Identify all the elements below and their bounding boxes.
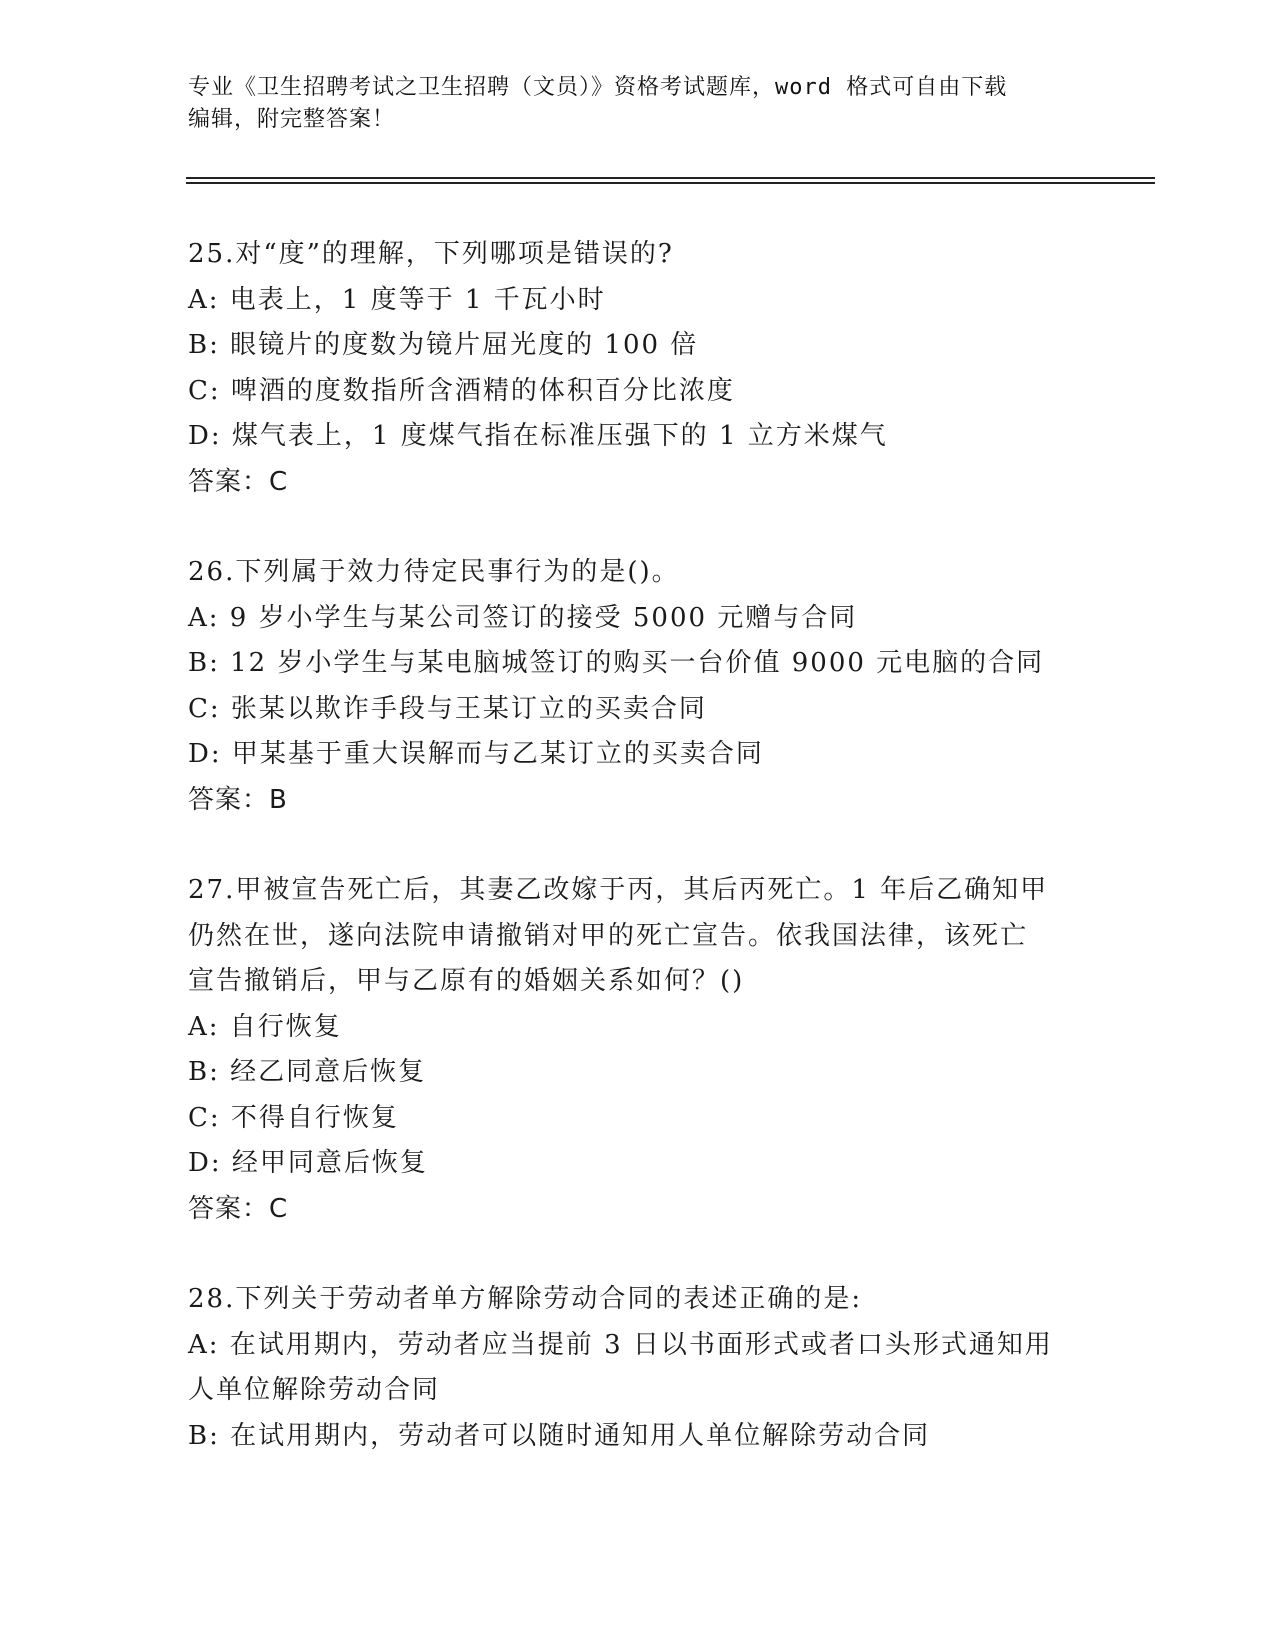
question-stem: 25.对“度”的理解，下列哪项是错误的? bbox=[188, 239, 674, 269]
option-c: C: 张某以欺诈手段与王某订立的买卖合同 bbox=[188, 693, 707, 724]
option-c: C: 啤酒的度数指所含酒精的体积百分比浓度 bbox=[188, 375, 735, 406]
option-b: B: 在试用期内，劳动者可以随时通知用人单位解除劳动合同 bbox=[188, 1420, 931, 1451]
question-25 bbox=[188, 232, 1088, 505]
question-stem-line: 仍然在世，遂向法院申请撤销对甲的死亡宣告。依我国法律，该死亡 bbox=[188, 920, 1029, 951]
option-b: B: 眼镜片的度数为镜片屈光度的 100 倍 bbox=[188, 330, 699, 360]
answer-label: 答案：C bbox=[188, 1193, 289, 1224]
question-stem: 28.下列关于劳动者单方解除劳动合同的表述正确的是: bbox=[188, 1284, 863, 1314]
option-d: D: 甲某基于重大误解而与乙某订立的买卖合同 bbox=[188, 739, 764, 769]
question-27 bbox=[188, 868, 1088, 1232]
question-stem-line: 27.甲被宣告死亡后，其妻乙改嫁于丙，其后丙死亡。1 年后乙确知甲 bbox=[188, 875, 1049, 905]
option-d: D: 煤气表上，1 度煤气指在标准压强下的 1 立方米煤气 bbox=[188, 421, 888, 451]
header-divider bbox=[186, 182, 1155, 184]
header-divider bbox=[186, 177, 1155, 179]
option-a: A: 电表上，1 度等于 1 千瓦小时 bbox=[188, 284, 606, 315]
option-a: A: 9 岁小学生与某公司签订的接受 5000 元赠与合同 bbox=[188, 602, 858, 633]
answer-label: 答案：B bbox=[188, 784, 288, 815]
question-list bbox=[188, 232, 1088, 1504]
option-b: B: 经乙同意后恢复 bbox=[188, 1057, 427, 1087]
option-b: B: 12 岁小学生与某电脑城签订的购买一台价值 9000 元电脑的合同 bbox=[188, 648, 1045, 678]
question-stem-line: 宣告撤销后，甲与乙原有的婚姻关系如何？() bbox=[188, 966, 745, 996]
option-d: D: 经甲同意后恢复 bbox=[188, 1148, 428, 1178]
option-a-continued: 人单位解除劳动合同 bbox=[188, 1375, 441, 1405]
option-a: A: 在试用期内，劳动者应当提前 3 日以书面形式或者口头形式通知用 bbox=[188, 1329, 1053, 1360]
option-c: C: 不得自行恢复 bbox=[188, 1102, 399, 1133]
option-a: A: 自行恢复 bbox=[188, 1011, 342, 1042]
question-26 bbox=[188, 550, 1088, 823]
document-header bbox=[188, 72, 1088, 136]
answer-label: 答案：C bbox=[188, 466, 289, 497]
question-28 bbox=[188, 1277, 1088, 1459]
question-stem: 26.下列属于效力待定民事行为的是()。 bbox=[188, 557, 680, 587]
header-line: 专业《卫生招聘考试之卫生招聘（文员）》资格考试题库，word 格式可自由下载 bbox=[188, 75, 1008, 100]
header-line: 编辑，附完整答案！ bbox=[188, 107, 396, 132]
